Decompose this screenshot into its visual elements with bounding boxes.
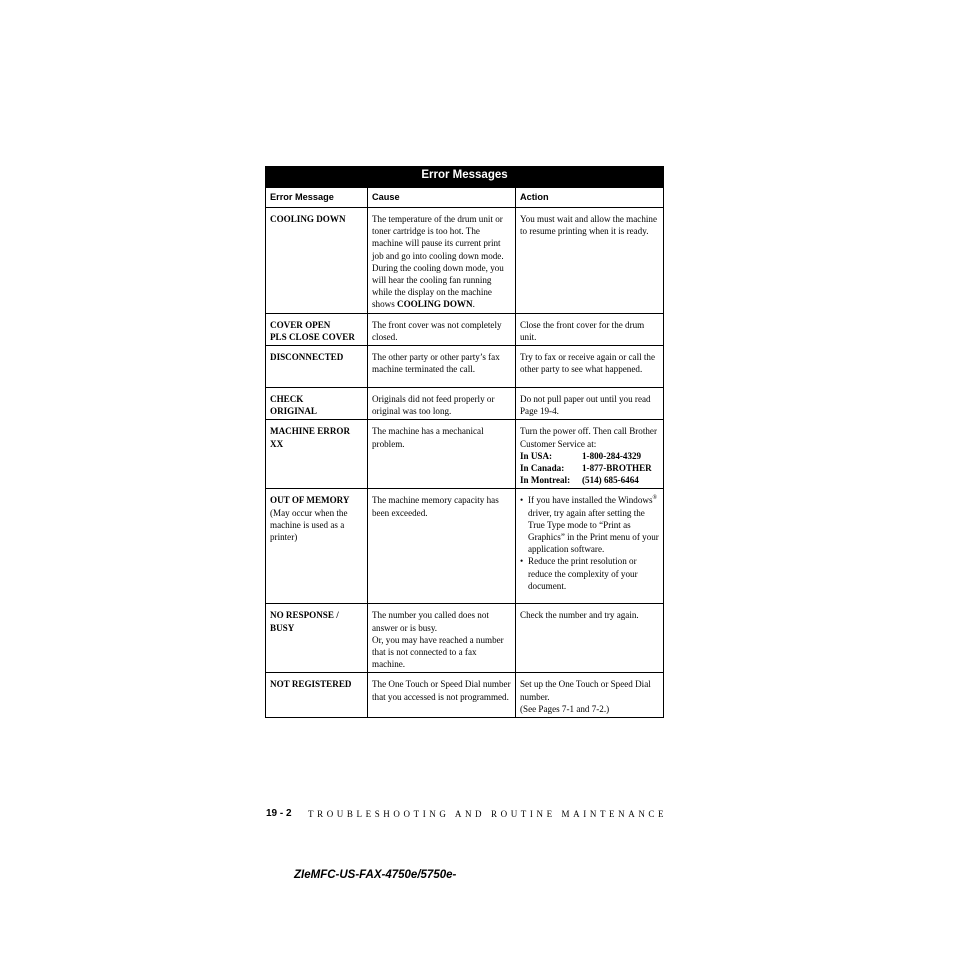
error-message-cell: OUT OF MEMORY (May occur when the machine is used as a printer) xyxy=(266,489,368,604)
action-cell: Check the number and try again. xyxy=(516,604,664,673)
column-header-cause: Cause xyxy=(368,188,516,208)
action-cell: Do not pull paper out until you read Page 19-4. xyxy=(516,388,664,420)
error-message-cell: COVER OPEN PLS CLOSE COVER xyxy=(266,313,368,345)
cause-cell: The temperature of the drum unit or toner cartridge is too hot. The machine will pause its current print job and go into cooling down mode. During the cooling down mode, you will hear the cooling fan running while the display on the machine shows COOLING DOWN. xyxy=(368,208,516,314)
cause-cell: The front cover was not completely closed. xyxy=(368,313,516,345)
action-bullet: • Reduce the print resolution or reduce the complexity of your document. xyxy=(520,555,659,592)
action-cell xyxy=(516,489,664,604)
table-row xyxy=(266,388,664,420)
service-usa: In USA: 1-800-284-4329 xyxy=(520,450,642,461)
service-montreal: In Montreal: (514) 685-6464 xyxy=(520,475,639,486)
column-header-error-message: Error Message xyxy=(266,188,368,208)
action-bullet: • If you have installed the Windows® driver, try again after setting the True Type mode to “Print as Graphics” in the Print menu of your application software. xyxy=(520,494,659,555)
action-cell: You must wait and allow the machine to resume printing when it is ready. xyxy=(516,208,664,314)
section-title: TROUBLESHOOTING AND ROUTINE MAINTENANCE xyxy=(308,809,668,819)
action-cell: Turn the power off. Then call Brother Customer Service at: In USA: 1-800-284-4329 In Canada: 1-877-BROTHER In Montreal: (514) 685-6464 xyxy=(516,420,664,489)
cause-cell: The other party or other party’s fax machine terminated the call. xyxy=(368,346,516,388)
table-row xyxy=(266,489,664,604)
action-cell: Close the front cover for the drum unit. xyxy=(516,313,664,345)
service-canada: In Canada: 1-877-BROTHER xyxy=(520,463,652,474)
error-message-cell: MACHINE ERROR XX xyxy=(266,420,368,489)
cause-cell: The machine memory capacity has been exceeded. xyxy=(368,489,516,604)
error-message-cell: CHECK ORIGINAL xyxy=(266,388,368,420)
table-row xyxy=(266,420,664,489)
cause-cell: Originals did not feed properly or original was too long. xyxy=(368,388,516,420)
error-message-cell: NO RESPONSE / BUSY xyxy=(266,604,368,673)
table-title: Error Messages xyxy=(266,167,664,188)
action-cell: Try to fax or receive again or call the other party to see what happened. xyxy=(516,346,664,388)
column-header-action: Action xyxy=(516,188,664,208)
table-row xyxy=(266,208,664,314)
error-message-cell: NOT REGISTERED xyxy=(266,673,368,718)
error-messages-table xyxy=(265,166,664,718)
page-number: 19 - 2 xyxy=(266,808,292,819)
table-row xyxy=(266,604,664,673)
table-row xyxy=(266,673,664,718)
cause-cell: The machine has a mechanical problem. xyxy=(368,420,516,489)
cause-cell: The number you called does not answer or is busy. Or, you may have reached a number that is not connected to a fax machine. xyxy=(368,604,516,673)
file-name: ZIeMFC-US-FAX-4750e/5750e- xyxy=(294,869,457,881)
table-row xyxy=(266,346,664,388)
table-row xyxy=(266,313,664,345)
action-cell: Set up the One Touch or Speed Dial number. (See Pages 7-1 and 7-2.) xyxy=(516,673,664,718)
error-message-cell: DISCONNECTED xyxy=(266,346,368,388)
error-message-cell: COOLING DOWN xyxy=(266,208,368,314)
cause-cell: The One Touch or Speed Dial number that you accessed is not programmed. xyxy=(368,673,516,718)
